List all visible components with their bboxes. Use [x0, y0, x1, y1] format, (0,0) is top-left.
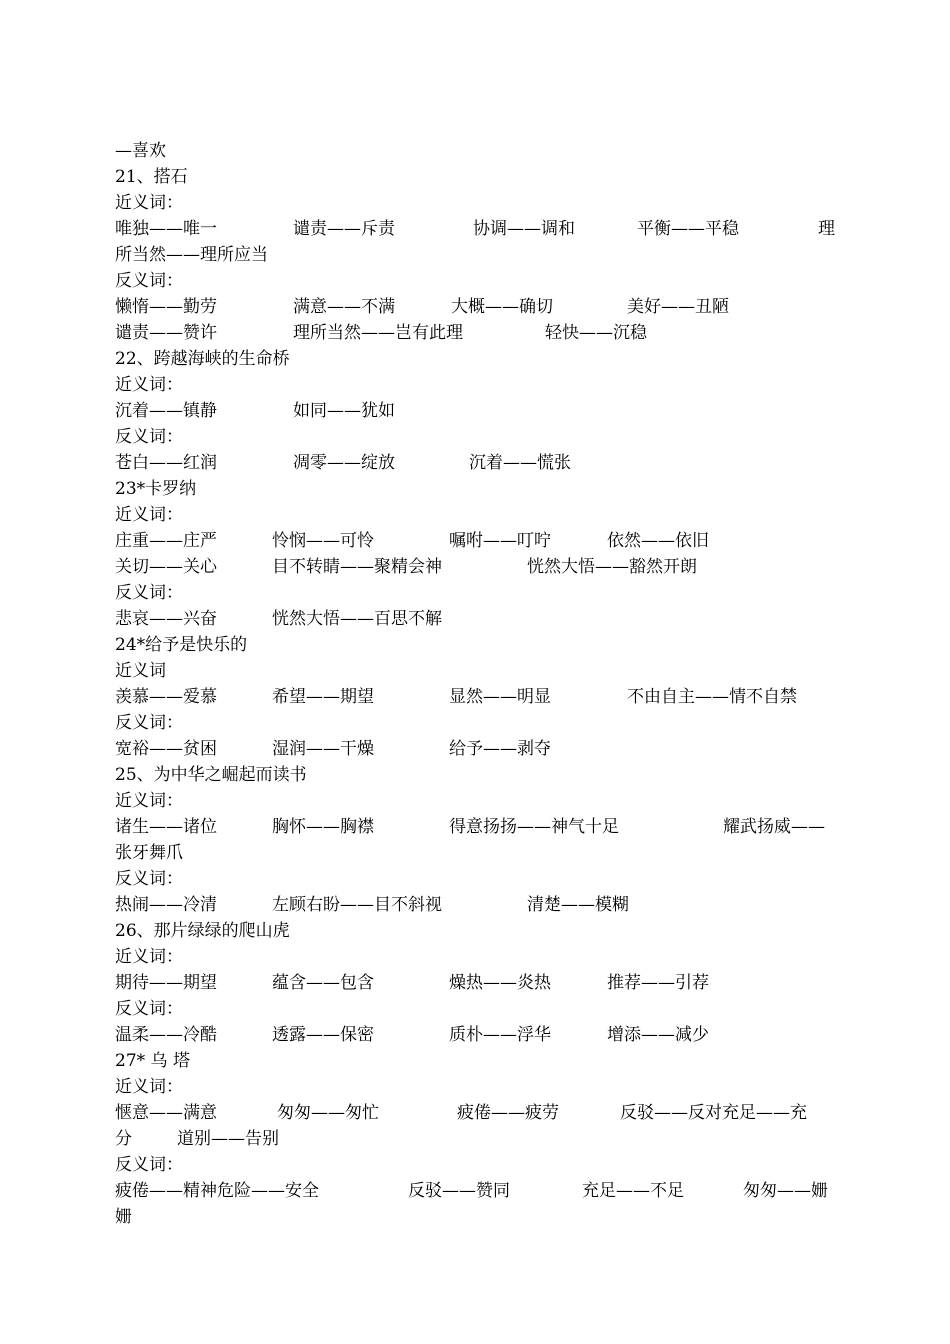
text-segment: 诸生——诸位: [115, 817, 217, 837]
text-line: [115, 996, 840, 1022]
text-segment: 嘱咐——叮咛: [449, 531, 551, 551]
text-segment: 耀武扬威——: [723, 817, 825, 837]
text-segment: 左顾右盼——目不斜视: [272, 895, 442, 915]
text-segment: 唯独——唯一: [115, 219, 217, 239]
text-line: [115, 450, 840, 476]
text-segment: 清楚——模糊: [527, 895, 629, 915]
text-segment: 羡慕——爱慕: [115, 687, 217, 707]
text-segment: 反义词：: [115, 713, 183, 733]
text-segment: 反义词：: [115, 271, 183, 291]
text-segment: 近义词：: [115, 375, 183, 395]
text-segment: 近义词: [115, 661, 166, 681]
text-line: [115, 242, 840, 268]
text-segment: 懒惰——勤劳: [115, 297, 217, 317]
text-line: [115, 528, 840, 554]
text-segment: 温柔——冷酷: [115, 1025, 217, 1045]
text-line: [115, 216, 840, 242]
document-page: [115, 138, 840, 1230]
text-segment: 沉着——镇静: [115, 401, 217, 421]
text-segment: 反义词：: [115, 1155, 183, 1175]
text-line: [115, 1152, 840, 1178]
text-line: [115, 1204, 840, 1230]
text-line: [115, 424, 840, 450]
text-line: [115, 840, 840, 866]
text-line: [115, 294, 840, 320]
text-line: [115, 814, 840, 840]
text-segment: 燥热——炎热: [449, 973, 551, 993]
text-segment: 反驳——赞同: [408, 1181, 510, 1201]
text-line: [115, 580, 840, 606]
text-segment: 分: [115, 1129, 132, 1149]
text-segment: 反驳——反对充足——充: [620, 1103, 807, 1123]
text-line: [115, 1048, 840, 1074]
text-line: [115, 320, 840, 346]
text-segment: 匆匆——匆忙: [277, 1103, 379, 1123]
text-segment: 胸怀——胸襟: [272, 817, 374, 837]
text-segment: 增添——减少: [607, 1025, 709, 1045]
text-line: [115, 762, 840, 788]
text-line: [115, 866, 840, 892]
text-segment: 推荐——引荐: [607, 973, 709, 993]
text-segment: 苍白——红润: [115, 453, 217, 473]
text-segment: 依然——依旧: [607, 531, 709, 551]
text-segment: 疲倦——疲劳: [457, 1103, 559, 1123]
text-segment: 宽裕——贫困: [115, 739, 217, 759]
text-segment: 反义词：: [115, 869, 183, 889]
text-segment: 质朴——浮华: [449, 1025, 551, 1045]
text-segment: 近义词：: [115, 1077, 183, 1097]
text-segment: 27* 乌 塔: [115, 1051, 190, 1071]
text-segment: 谴责——赞许: [115, 323, 217, 343]
text-line: [115, 476, 840, 502]
text-line: [115, 684, 840, 710]
text-segment: 恍然大悟——百思不解: [272, 609, 442, 629]
text-segment: 谴责——斥责: [293, 219, 395, 239]
text-segment: 近义词：: [115, 193, 183, 213]
text-line: [115, 502, 840, 528]
text-segment: 26、那片绿绿的爬山虎: [115, 921, 290, 941]
text-segment: 道别——告别: [177, 1129, 279, 1149]
text-line: [115, 710, 840, 736]
text-segment: 疲倦——精神危险——安全: [115, 1181, 319, 1201]
text-segment: 满意——不满: [293, 297, 395, 317]
text-segment: 姗: [115, 1207, 132, 1227]
text-line: [115, 1074, 840, 1100]
text-line: [115, 268, 840, 294]
text-segment: 惬意——满意: [115, 1103, 217, 1123]
text-line: [115, 138, 840, 164]
text-line: [115, 892, 840, 918]
text-segment: 怜悯——可怜: [272, 531, 374, 551]
text-line: [115, 944, 840, 970]
text-segment: 美好——丑陋: [627, 297, 729, 317]
text-line: [115, 788, 840, 814]
text-segment: 凋零——绽放: [293, 453, 395, 473]
text-line: [115, 164, 840, 190]
text-segment: 反义词：: [115, 583, 183, 603]
text-segment: 庄重——庄严: [115, 531, 217, 551]
text-segment: 张牙舞爪: [115, 843, 183, 863]
text-segment: 得意扬扬——神气十足: [449, 817, 619, 837]
text-line: [115, 190, 840, 216]
text-segment: 湿润——干燥: [272, 739, 374, 759]
text-segment: 充足——不足: [582, 1181, 684, 1201]
text-segment: 轻快——沉稳: [545, 323, 647, 343]
text-segment: 不由自主——情不自禁: [627, 687, 797, 707]
text-segment: 22、跨越海峡的生命桥: [115, 349, 290, 369]
text-segment: 所当然——理所应当: [115, 245, 268, 265]
text-line: [115, 1126, 840, 1152]
text-segment: —喜欢: [115, 141, 166, 161]
text-segment: 反义词：: [115, 999, 183, 1019]
text-segment: 理所当然——岂有此理: [293, 323, 463, 343]
text-segment: 悲哀——兴奋: [115, 609, 217, 629]
text-segment: 给予——剥夺: [449, 739, 551, 759]
text-segment: 恍然大悟——豁然开朗: [527, 557, 697, 577]
text-segment: 理: [818, 219, 835, 239]
text-segment: 平衡——平稳: [637, 219, 739, 239]
text-segment: 大概——确切: [451, 297, 553, 317]
text-line: [115, 970, 840, 996]
text-segment: 期待——期望: [115, 973, 217, 993]
text-segment: 蕴含——包含: [272, 973, 374, 993]
text-segment: 21、搭石: [115, 167, 188, 187]
text-segment: 关切——关心: [115, 557, 217, 577]
text-segment: 近义词：: [115, 505, 183, 525]
text-segment: 协调——调和: [473, 219, 575, 239]
text-segment: 希望——期望: [272, 687, 374, 707]
text-line: [115, 1100, 840, 1126]
text-line: [115, 372, 840, 398]
text-segment: 热闹——冷清: [115, 895, 217, 915]
text-line: [115, 736, 840, 762]
text-segment: 23*卡罗纳: [115, 479, 197, 499]
text-line: [115, 398, 840, 424]
text-line: [115, 658, 840, 684]
text-line: [115, 918, 840, 944]
text-line: [115, 554, 840, 580]
text-segment: 反义词：: [115, 427, 183, 447]
text-line: [115, 606, 840, 632]
text-segment: 显然——明显: [449, 687, 551, 707]
text-segment: 沉着——慌张: [469, 453, 571, 473]
text-segment: 目不转睛——聚精会神: [272, 557, 442, 577]
text-segment: 匆匆——姗: [743, 1181, 828, 1201]
text-segment: 近义词：: [115, 947, 183, 967]
text-line: [115, 1178, 840, 1204]
text-line: [115, 632, 840, 658]
text-segment: 近义词：: [115, 791, 183, 811]
text-segment: 透露——保密: [272, 1025, 374, 1045]
text-line: [115, 346, 840, 372]
text-segment: 24*给予是快乐的: [115, 635, 248, 655]
text-segment: 如同——犹如: [293, 401, 395, 421]
text-line: [115, 1022, 840, 1048]
text-segment: 25、为中华之崛起而读书: [115, 765, 307, 785]
